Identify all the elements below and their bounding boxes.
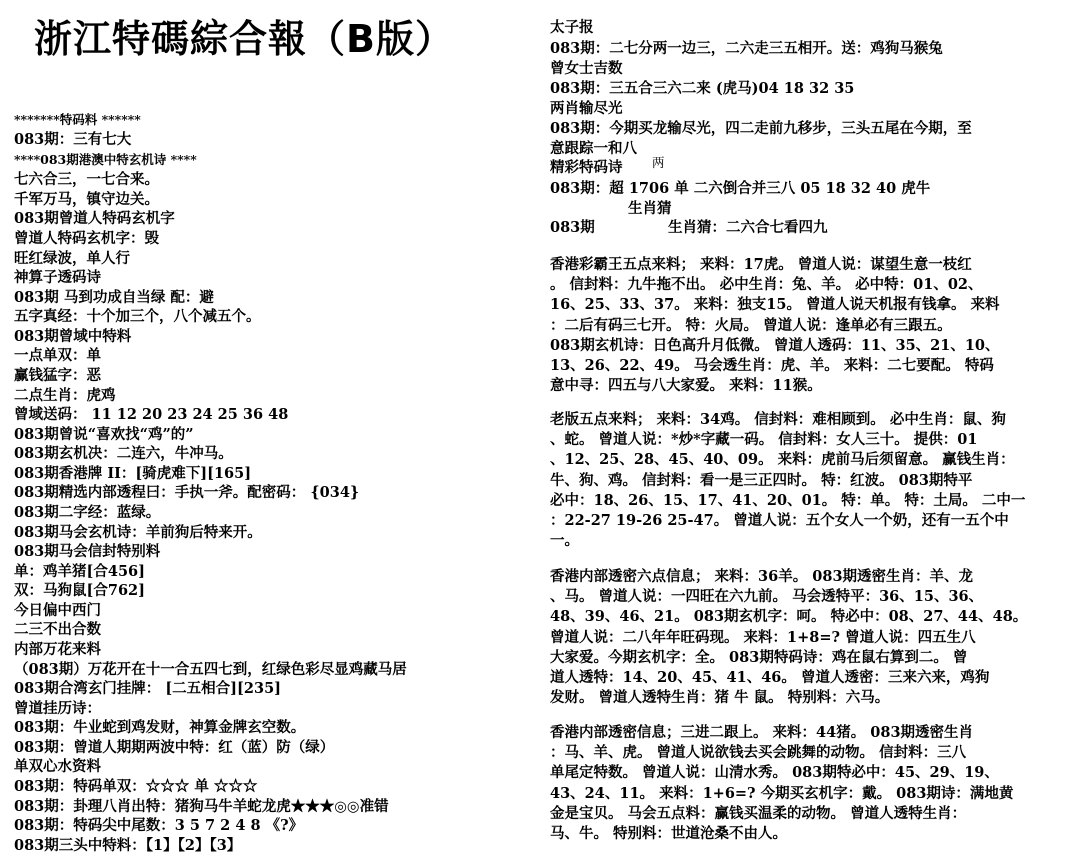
text-line: 、马。 曾道人说：一四旺在六九前。 马会透特平：36、15、36、 bbox=[550, 588, 984, 606]
text-line: 083期：特码单双：☆☆☆ 单 ☆☆☆ bbox=[14, 778, 258, 795]
text-line: 083期曾道人特码玄机字 bbox=[14, 210, 175, 227]
text-line: 083期合湾玄门挂牌： [二五相合][235] bbox=[14, 680, 282, 697]
text-block-4 bbox=[550, 723, 1070, 844]
text-line: 千军万马，镇守边关。 bbox=[14, 191, 159, 208]
text-line: 曾道人说：二八年年旺码现。 来料：1+8=? 曾道人说：四五生八 bbox=[550, 628, 976, 646]
text-line: 曾道人特码玄机字：毁 bbox=[14, 230, 159, 247]
text-line: 083期：曾道人期期两波中特：红（蓝）防（绿） bbox=[14, 739, 335, 756]
text-line: ：二后有码三七开。 特：火局。 曾道人说：逢单必有三跟五。 bbox=[550, 316, 952, 334]
text-line: 赢钱猛字：恶 bbox=[14, 367, 101, 384]
section-heading: 太子报 bbox=[550, 19, 594, 36]
text-line: 道人透特：14、20、45、41、46。 曾道人透密：三来六来，鸡狗 bbox=[550, 669, 990, 687]
text-line: 单双心水资料 bbox=[14, 758, 101, 775]
text-line: 083期：今期买龙输尽光，四二走前九移步，三头五尾在今期，至 bbox=[550, 120, 972, 137]
section-heading: *******特码料 ****** bbox=[14, 112, 141, 127]
text-line: 二点生肖：虎鸡 bbox=[14, 387, 116, 404]
text-line: 金是宝贝。 马会五点料：赢钱买温柔的动物。 曾道人透特生肖： bbox=[550, 804, 967, 822]
text-line: 083期玄机决：二连六，牛冲马。 bbox=[14, 445, 233, 462]
text-line: 意跟踪一和八 bbox=[550, 140, 637, 157]
text-line: 083期：超 1706 单 二六倒合并三八 05 18 32 40 虎牛 bbox=[550, 180, 931, 197]
text-line: 083期：二七分两一边三，二六走三五相开。送：鸡狗马猴兔 bbox=[550, 40, 943, 57]
text-line: 马、牛。 特别料：世道沧桑不由人。 bbox=[550, 825, 788, 843]
text-line: 香港内部透密信息；三进二跟上。 来料：44猪。 083期透密生肖 bbox=[550, 724, 974, 741]
text-line: 083期曾域中特料 bbox=[14, 328, 132, 345]
text-line: 牛、狗、鸡。 信封料：看一是三正四时。 特：红波。 083期特平 bbox=[550, 471, 973, 489]
text-line: 曾道挂历诗： bbox=[14, 700, 101, 717]
text-line: 旺红绿波，单人行 bbox=[14, 250, 130, 267]
text-block-3 bbox=[550, 567, 1070, 708]
text-block-1 bbox=[550, 255, 1070, 396]
section-heading: ****083期港澳中特玄机诗 **** bbox=[14, 152, 197, 167]
text-line: 083期曾说“喜欢找“鸡”的” bbox=[14, 426, 194, 443]
text-line: 意中寻：四五与八大家爱。 来料：11猴。 bbox=[550, 377, 822, 395]
noise-text: 两 bbox=[652, 155, 665, 170]
text-line: 七六合三，一七合来。 bbox=[14, 171, 159, 188]
text-line: 二三不出合数 bbox=[14, 621, 101, 638]
text-line: 香港内部透密六点信息； 来料：36羊。 083期透密生肖：羊、龙 bbox=[550, 568, 974, 585]
text-line: 43、24、11。 来料：1+6=? 今期买玄机字：戴。 083期诗：满地黄 bbox=[550, 784, 1014, 802]
text-line: 单尾定特数。 曾道人说：山清水秀。 083期特必中：45、29、19、 bbox=[550, 764, 999, 782]
text-line: 必中：18、26、15、17、41、20、01。 特：单。 特：土局。 二中一 bbox=[550, 491, 1026, 509]
text-line: 083期：特码尖中尾数：3 5 7 2 4 8 《?》 bbox=[14, 817, 304, 834]
section-heading: 精彩特码诗 bbox=[550, 159, 623, 176]
text-line: 香港彩霸王五点来料； 来料：17虎。 曾道人说：谋望生意一枝红 bbox=[550, 256, 972, 273]
text-line: 083期三头中特料：【1】【2】【3】 bbox=[14, 837, 242, 854]
text-line: 083期：三有七大 bbox=[14, 131, 132, 148]
text-line: 大家爱。今期玄机字：全。 083期特码诗：鸡在鼠右算到二。 曾 bbox=[550, 648, 968, 666]
text-line: ：马、羊、虎。 曾道人说欲钱去买会跳舞的动物。 信封料：三八 bbox=[550, 744, 967, 762]
text-line: ：22-27 19-26 25-47。 曾道人说：五个女人一个奶，还有一五个中 bbox=[550, 512, 1009, 530]
text-line: 一。 bbox=[550, 532, 579, 550]
text-line: 老版五点来料； 来料：34鸡。 信封料：难相顾到。 必中生肖：鼠、狗 bbox=[550, 411, 1006, 428]
text-line: 曾域送码： 11 12 20 23 24 25 36 48 bbox=[14, 406, 289, 423]
text-line: 16、25、33、37。 来料：独支15。 曾道人说天机报有钱拿。 来料 bbox=[550, 296, 1000, 314]
text-line: 083期马会信封特别料 bbox=[14, 543, 161, 560]
text-line: 生肖猜：二六合七看四九 bbox=[668, 219, 828, 236]
text-line: 发财。 曾道人透特生肖：猪 牛 鼠。 特别料：六马。 bbox=[550, 689, 890, 707]
text-line: 083期：牛业蛇到鸡发财，神算金牌玄空数。 bbox=[14, 719, 306, 736]
section-heading: 两肖输尽光 bbox=[550, 100, 623, 117]
text-line: 一点单双：单 bbox=[14, 347, 101, 364]
text-line: 083期马会玄机诗：羊前狗后特来开。 bbox=[14, 524, 262, 541]
text-line: 。 信封料：九牛拖不出。 必中生肖：兔、羊。 必中特：01、02、 bbox=[550, 276, 983, 294]
text-line: 13、26、22、49。 马会透生肖：虎、羊。 来料：二七要配。 特码 bbox=[550, 357, 994, 375]
text-line: 48、39、46、21。 083期玄机字：呵。 特必中：08、27、44、48。 bbox=[550, 608, 1028, 626]
text-block-2 bbox=[550, 410, 1070, 551]
text-line: 内部万花来料 bbox=[14, 641, 101, 658]
text-line: 083期 bbox=[550, 219, 595, 236]
page-title: 浙江特碼綜合報（B版） bbox=[34, 17, 454, 61]
text-line: 今日偏中西门 bbox=[14, 602, 101, 619]
text-line: 、蛇。 曾道人说：*炒*字藏一码。 信封料：女人三十。 提供：01 bbox=[550, 431, 978, 449]
text-line: 083期：卦理八肖出特：猪狗马牛羊蛇龙虎★★★◎◎准错 bbox=[14, 798, 389, 815]
text-line: （083期）万花开在十一合五四七到，红绿色彩尽显鸡藏马居 bbox=[14, 661, 407, 678]
text-line: 单：鸡羊猪[合456] bbox=[14, 563, 145, 580]
text-line: 、12、25、28、45、40、09。 来料：虎前马后须留意。 赢钱生肖： bbox=[550, 451, 1015, 469]
section-heading: 曾女士吉数 bbox=[550, 60, 623, 77]
text-line: 神算子透码诗 bbox=[14, 269, 101, 286]
text-line: 083期二字经：蓝绿。 bbox=[14, 504, 161, 521]
text-line: 双：马狗鼠[合762] bbox=[14, 582, 145, 599]
text-line: 083期：三五合三六二来 (虎马)04 18 32 35 bbox=[550, 80, 855, 97]
text-line: 083期精选内部透程曰：手执一斧。配密码： {034} bbox=[14, 484, 360, 501]
text-line: 五字真经：十个加三个，八个减五个。 bbox=[14, 308, 261, 325]
section-heading: 生肖猜 bbox=[628, 200, 672, 217]
text-line: 083期 马到功成自当绿 配：避 bbox=[14, 289, 214, 306]
text-line: 083期玄机诗：日色高升月低微。 曾道人透码：11、35、21、10、 bbox=[550, 336, 1000, 354]
text-line: 083期香港牌 II：[骑虎难下][165] bbox=[14, 465, 252, 482]
